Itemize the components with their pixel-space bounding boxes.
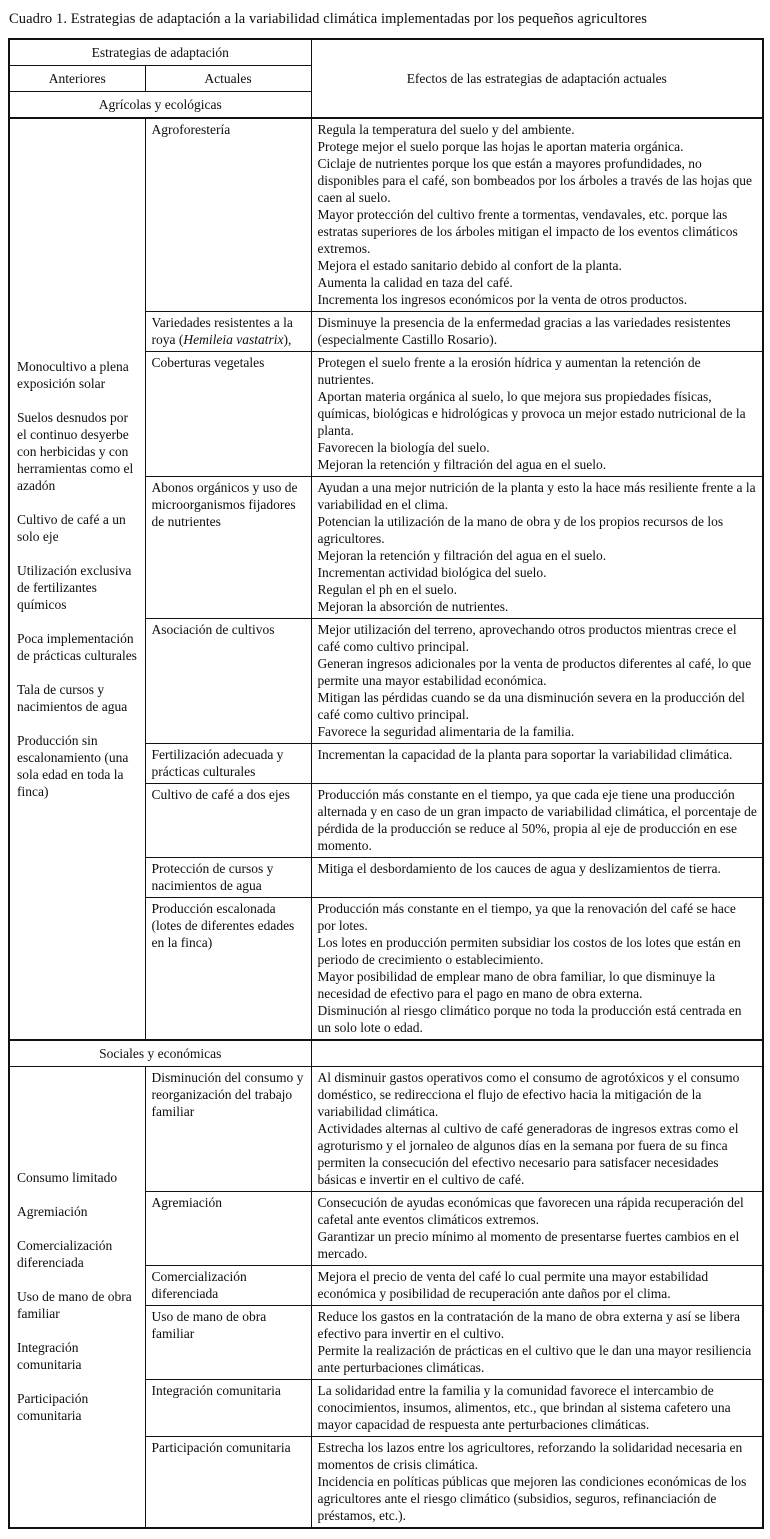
effect-line: Regulan el ph en el suelo.	[317, 582, 457, 597]
anteriores-cell-sociales	[9, 1067, 145, 1529]
actual-strategy-cell: Fertilización adecuada y prácticas culturales	[145, 744, 311, 784]
effects-cell	[311, 784, 763, 858]
effect-line: Mitigan las pérdidas cuando se da una disminución severa en la producción del café como cultivo principal.	[317, 690, 745, 722]
anterior-strategy-item: Utilización exclusiva de fertilizantes químicos	[17, 562, 132, 612]
header-actuales: Actuales	[145, 66, 311, 92]
effect-line: Favorece la seguridad alimentaria de la familia.	[317, 724, 575, 739]
actual-strategy-cell: Agremiación	[145, 1192, 311, 1266]
effect-line: Favorecen la biología del suelo.	[317, 440, 490, 455]
effects-cell	[311, 619, 763, 744]
actual-strategy-cell: Comercialización diferenciada	[145, 1266, 311, 1306]
section-header-sociales: Sociales y económicas	[9, 1040, 311, 1067]
effects-cell	[311, 744, 763, 784]
effect-line: Mejoran la retención y filtración del agua en el suelo.	[317, 457, 607, 472]
effect-line: Garantizar un precio mínimo al momento de presentarse fuertes cambios en el mercado.	[317, 1229, 740, 1261]
actual-strategy-cell: Asociación de cultivos	[145, 619, 311, 744]
empty-cell	[311, 1040, 763, 1067]
effect-line: Estrecha los lazos entre los agricultores, reforzando la solidaridad necesaria en momentos de crisis climática.	[317, 1440, 743, 1472]
section-header-agricolas: Agrícolas y ecológicas	[9, 92, 311, 119]
anterior-strategy-item: Monocultivo a plena exposición solar	[17, 358, 129, 391]
actual-strategy-cell: Uso de mano de obra familiar	[145, 1306, 311, 1380]
effect-line: Ciclaje de nutrientes porque los que están a mayores profundidades, no disponibles para el café, son bombeados por los árboles a través de las hojas que caen al suelo.	[317, 156, 753, 205]
effects-cell	[311, 1067, 763, 1192]
header-anteriores: Anteriores	[9, 66, 145, 92]
effect-line: Reduce los gastos en la contratación de la mano de obra externa y así se libera efectivo para invertir en el cultivo.	[317, 1309, 740, 1341]
effect-line: Ayudan a una mejor nutrición de la planta y esto la hace más resiliente frente a la variabilidad en el clima.	[317, 480, 756, 512]
effect-line: Al disminuir gastos operativos como el consumo de agrotóxicos y el consumo doméstico, se redirecciona el flujo de efectivo hacia la mitigación de la variabilidad climática.	[317, 1070, 740, 1119]
actual-strategy-cell: Cultivo de café a dos ejes	[145, 784, 311, 858]
effect-line: Mayor posibilidad de emplear mano de obra familiar, lo que disminuye la necesidad de efectivo para el pago en mano de obra externa.	[317, 969, 716, 1001]
anteriores-cell-agricolas	[9, 118, 145, 1040]
effect-line: Mejora el estado sanitario debido al confort de la planta.	[317, 258, 622, 273]
effect-line: Incrementa los ingresos económicos por la venta de otros productos.	[317, 292, 688, 307]
effect-line: Mejora el precio de venta del café lo cual permite una mayor estabilidad económica y posibilidad de recuperación ante daños por el clima.	[317, 1269, 709, 1301]
effects-cell	[311, 352, 763, 477]
effect-line: Incrementan la capacidad de la planta para soportar la variabilidad climática.	[317, 747, 733, 762]
effect-line: Generan ingresos adicionales por la venta de productos diferentes al café, lo que permite una mayor estabilidad económica.	[317, 656, 752, 688]
section-header-row-sociales	[9, 1040, 763, 1067]
actual-strategy-cell: Producción escalonada (lotes de diferentes edades en la finca)	[145, 898, 311, 1041]
anterior-strategy-item: Comercialización diferenciada	[17, 1238, 113, 1270]
anterior-strategy-item: Cultivo de café a un solo eje	[17, 511, 126, 544]
anterior-strategy-item: Producción sin escalonamiento (una sola edad en toda la finca)	[17, 732, 129, 799]
adaptation-strategies-table	[8, 38, 764, 1529]
effect-line: Incrementan actividad biológica del suelo.	[317, 565, 547, 580]
effects-cell	[311, 1266, 763, 1306]
effects-cell	[311, 1306, 763, 1380]
effects-cell	[311, 1192, 763, 1266]
effects-cell	[311, 858, 763, 898]
effect-line: Los lotes en producción permiten subsidiar los costos de los lotes que están en periodo de crecimiento o establecimiento.	[317, 935, 741, 967]
anterior-strategy-item: Tala de cursos y nacimientos de agua	[17, 681, 128, 714]
actual-strategy-cell: Agroforestería	[145, 118, 311, 312]
effect-line: Disminuye la presencia de la enfermedad gracias a las variedades resistentes (especialmente Castillo Rosario).	[317, 315, 731, 347]
effect-line: Regula la temperatura del suelo y del ambiente.	[317, 122, 575, 137]
effect-line: Actividades alternas al cultivo de café generadoras de ingresos extras como el agroturismo y el jornaleo de algunos días en la semana por fuera de su finca permiten la consecución del efectivo necesario para satisfacer necesidades básicas e invertir en el cultivo de café.	[317, 1121, 739, 1187]
effects-cell	[311, 1380, 763, 1437]
actual-strategy-cell: Disminución del consumo y reorganización del trabajo familiar	[145, 1067, 311, 1192]
effect-line: Potencian la utilización de la mano de obra y de los propios recursos de los agricultores.	[317, 514, 724, 546]
effect-line: Aportan materia orgánica al suelo, lo que mejora sus propiedades físicas, químicas, biológicas e hidrológicas y provoca un mejor estado nutricional de la planta.	[317, 389, 746, 438]
effect-line: Incidencia en políticas públicas que mejoren las condiciones económicas de los agricultores ante el riesgo climático (subsidios, seguros, refinanciación de préstamos, etc.).	[317, 1474, 747, 1523]
effect-line: Producción más constante en el tiempo, ya que la renovación del café se hace por lotes.	[317, 901, 736, 933]
actual-strategy-cell: Abonos orgánicos y uso de microorganismos fijadores de nutrientes	[145, 477, 311, 619]
effect-line: Disminución al riesgo climático porque no toda la producción está centrada en un solo lote o edad.	[317, 1003, 742, 1035]
anterior-strategy-item: Integración comunitaria	[17, 1340, 82, 1372]
header-efectos: Efectos de las estrategias de adaptación actuales	[311, 39, 763, 118]
anterior-strategy-item: Suelos desnudos por el continuo desyerbe con herbicidas y con herramientas como el azadón	[17, 409, 134, 493]
effect-line: Mayor protección del cultivo frente a tormentas, vendavales, etc. porque las estratas superiores de los árboles mitigan el impacto de los eventos climáticos extremos.	[317, 207, 738, 256]
strategy-label-part: ),	[283, 332, 292, 347]
effects-cell	[311, 1437, 763, 1529]
effect-line: Mejoran la retención y filtración del agua en el suelo.	[317, 548, 607, 563]
anterior-strategy-item: Poca implementación de prácticas culturales	[17, 630, 137, 663]
actual-strategy-cell: Coberturas vegetales	[145, 352, 311, 477]
anterior-strategy-item: Agremiación	[17, 1204, 88, 1219]
effect-line: Aumenta la calidad en taza del café.	[317, 275, 513, 290]
header-estrategias: Estrategias de adaptación	[9, 39, 311, 66]
effect-line: Producción más constante en el tiempo, ya que cada eje tiene una producción alternada y en caso de un gran impacto de variabilidad climática, el porcentaje de pérdida de la producción se reduce al 50%, propia al eje de producción en ese momento.	[317, 787, 757, 853]
actual-strategy-cell: Participación comunitaria	[145, 1437, 311, 1529]
effect-line: Mejor utilización del terreno, aprovechando otros productos mientras crece el café como cultivo principal.	[317, 622, 737, 654]
header-row-group	[9, 39, 763, 66]
effect-line: Protegen el suelo frente a la erosión hídrica y aumentan la retención de nutrientes.	[317, 355, 701, 387]
anterior-strategy-item: Uso de mano de obra familiar	[17, 1289, 132, 1321]
actual-strategy-cell: Protección de cursos y nacimientos de agua	[145, 858, 311, 898]
effect-line: Mejoran la absorción de nutrientes.	[317, 599, 509, 614]
species-name: Hemileia vastatrix	[183, 332, 284, 347]
table-row	[9, 1067, 763, 1192]
effect-line: La solidaridad entre la familia y la comunidad favorece el intercambio de conocimientos, insumos, alimentos, etc., que brindan al sistema cafetero una mayor capacidad de respuesta ante perturbaciones climáticas.	[317, 1383, 731, 1432]
anterior-strategy-item: Participación comunitaria	[17, 1391, 89, 1423]
strategy-label-part: Variedades resistentes a la roya (	[151, 315, 293, 347]
anterior-strategy-item: Consumo limitado	[17, 1170, 118, 1185]
effects-cell	[311, 477, 763, 619]
actual-strategy-cell: Integración comunitaria	[145, 1380, 311, 1437]
effect-line: Protege mejor el suelo porque las hojas le aportan materia orgánica.	[317, 139, 684, 154]
effect-line: Mitiga el desbordamiento de los cauces de agua y deslizamientos de tierra.	[317, 861, 721, 876]
effects-cell	[311, 118, 763, 312]
effects-cell	[311, 312, 763, 352]
actual-strategy-cell	[145, 312, 311, 352]
effect-line: Consecución de ayudas económicas que favorecen una rápida recuperación del cafetal ante eventos climáticos extremos.	[317, 1195, 744, 1227]
effects-cell	[311, 898, 763, 1041]
table-caption: Cuadro 1. Estrategias de adaptación a la variabilidad climática implementadas por los pequeños agricultores	[9, 11, 648, 27]
table-row	[9, 118, 763, 312]
effect-line: Permite la realización de prácticas en el cultivo que le dan una mayor resiliencia ante perturbaciones climáticas.	[317, 1343, 752, 1375]
